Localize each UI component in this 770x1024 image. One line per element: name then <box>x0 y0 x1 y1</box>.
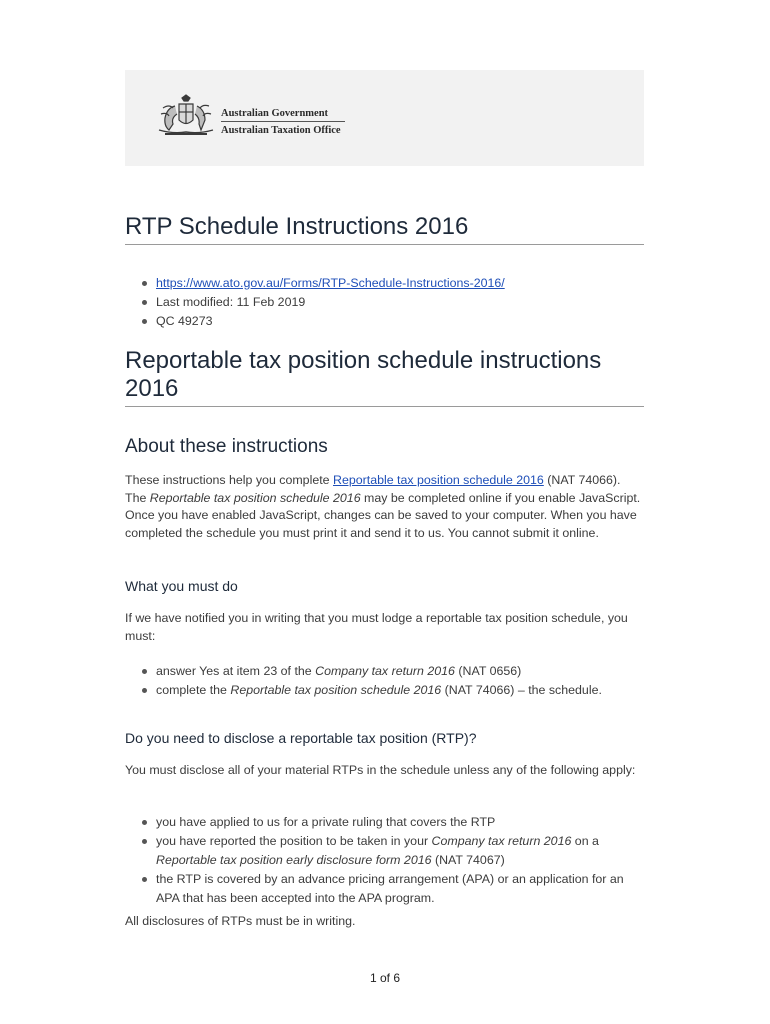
document-title: Reportable tax position schedule instructions 2016 <box>125 347 644 407</box>
rtp-schedule-link[interactable]: Reportable tax position schedule 2016 <box>333 473 544 487</box>
list-item: you have applied to us for a private ruling that covers the RTP <box>125 813 644 832</box>
wordmark-divider <box>221 121 345 122</box>
disclose-closing: All disclosures of RTPs must be in writing. <box>125 914 356 928</box>
ato-header-banner <box>125 70 644 166</box>
must-do-intro: If we have notified you in writing that you must lodge a reportable tax position schedule, you must: <box>125 611 628 643</box>
italic-title: Reportable tax position schedule 2016 <box>230 683 442 697</box>
text-span: (NAT 74067) <box>431 853 505 867</box>
list-item: QC 49273 <box>125 312 644 331</box>
italic-title: Reportable tax position schedule 2016 <box>149 490 361 505</box>
disclose-list <box>125 813 644 908</box>
text-span: answer Yes at item 23 of the <box>156 664 316 678</box>
list-item <box>125 274 644 293</box>
text-span: These instructions help you complete <box>125 473 333 487</box>
about-heading: About these instructions <box>125 436 328 457</box>
page-title: RTP Schedule Instructions 2016 <box>125 213 644 245</box>
text-span: on a <box>571 834 599 848</box>
page-number: 1 of 6 <box>369 971 401 985</box>
must-do-list <box>125 662 644 700</box>
text-span: (NAT 0656) <box>454 664 522 678</box>
text-span: you have reported the position to be taken in your <box>156 834 432 848</box>
meta-list <box>125 274 644 331</box>
text-span: complete the <box>156 683 231 697</box>
list-item <box>125 662 644 681</box>
list-item <box>125 681 644 700</box>
italic-title: Company tax return 2016 <box>315 664 455 678</box>
italic-title: Reportable tax position early disclosure form 2016 <box>156 853 432 867</box>
source-url-link[interactable]: https://www.ato.gov.au/Forms/RTP-Schedule-Instructions-2016/ <box>156 276 505 290</box>
gov-line-1: Australian Government <box>221 108 329 119</box>
list-item: Last modified: 11 Feb 2019 <box>125 293 644 312</box>
coat-of-arms-icon <box>153 94 219 140</box>
must-do-heading: What you must do <box>125 578 238 594</box>
government-wordmark <box>221 107 345 137</box>
text-span: (NAT 74066). The <box>125 473 621 505</box>
gov-line-2: Australian Taxation Office <box>221 125 341 136</box>
disclose-intro: You must disclose all of your material RTPs in the schedule unless any of the following apply: <box>125 763 636 777</box>
about-paragraph <box>125 472 644 542</box>
list-item <box>125 832 644 870</box>
list-item: the RTP is covered by an advance pricing arrangement (APA) or an application for an APA that has been accepted into the APA program. <box>125 870 644 908</box>
italic-title: Company tax return 2016 <box>431 834 572 848</box>
text-span: (NAT 74066) – the schedule. <box>441 683 602 697</box>
disclose-heading: Do you need to disclose a reportable tax position (RTP)? <box>125 730 477 746</box>
text-span: may be completed online if you enable JavaScript. Once you have enabled JavaScript, changes can be saved to your computer. When you have completed the schedule you must print it and send it to us. You cannot submit it online. <box>125 490 641 540</box>
